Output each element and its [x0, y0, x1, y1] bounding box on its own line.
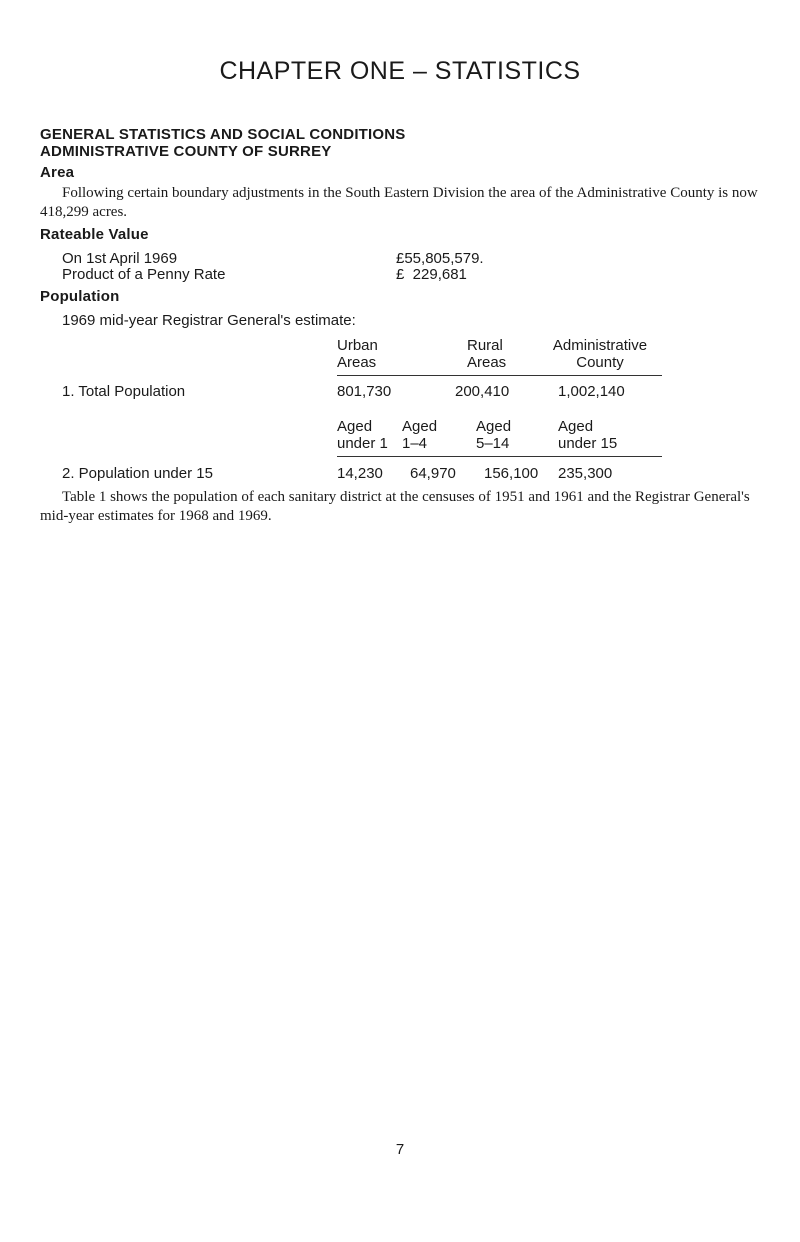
header-under1-line2: under 1	[337, 435, 388, 452]
under1-value: 14,230	[337, 465, 383, 482]
rateable-label-penny: Product of a Penny Rate	[62, 266, 226, 283]
header-urban-line2: Areas	[337, 354, 377, 371]
under15-value: 235,300	[558, 465, 613, 482]
section-heading-county: ADMINISTRATIVE COUNTY OF SURREY	[40, 143, 332, 160]
header-5-14-line2: 5–14	[476, 435, 510, 452]
header-5-14-line1: Aged	[476, 418, 512, 435]
header-1-4-line1: Aged	[402, 418, 438, 435]
total-rural-value: 200,410	[455, 383, 510, 400]
total-county-value: 1,002,140	[558, 383, 625, 400]
age-1-4-value: 64,970	[410, 465, 456, 482]
rateable-value-penny: £ 229,681	[396, 266, 467, 283]
header-rural-line2: Areas	[467, 354, 507, 371]
area-text: Following certain boundary adjustments in the South Eastern Division the area of the Administrative County is now 418,299 acres.	[40, 185, 758, 220]
rateable-label-april: On 1st April 1969	[62, 250, 178, 267]
header-under15-line2: under 15	[558, 435, 618, 452]
header-county-line2: County	[576, 354, 624, 371]
header-rural-line1: Rural	[467, 337, 503, 354]
population-intro: 1969 mid-year Registrar General's estimate:	[62, 312, 356, 329]
table-rule-middle	[337, 456, 662, 457]
total-urban-value: 801,730	[337, 383, 392, 400]
area-heading: Area	[40, 164, 75, 181]
header-under1-line1: Aged	[337, 418, 373, 435]
header-under15-line1: Aged	[558, 418, 594, 435]
chapter-title: CHAPTER ONE – STATISTICS	[219, 57, 581, 85]
population-heading: Population	[40, 288, 120, 305]
header-urban-line1: Urban	[337, 337, 378, 354]
age-5-14-value: 156,100	[484, 465, 539, 482]
population-under15-label: 2. Population under 15	[62, 465, 213, 482]
table-rule-top	[337, 375, 662, 376]
section-heading-general: GENERAL STATISTICS AND SOCIAL CONDITIONS	[40, 126, 406, 143]
page-number: 7	[395, 1141, 405, 1158]
header-county-line1: Administrative	[552, 337, 648, 354]
header-1-4-line2: 1–4	[402, 435, 428, 452]
rateable-value-april: £55,805,579.	[396, 250, 484, 267]
closing-paragraph: Table 1 shows the population of each sanitary district at the censuses of 1951 and 1961 and the Registrar General's mid-year estimates for 1968 and 1969.	[40, 489, 750, 524]
total-population-label: 1. Total Population	[62, 383, 186, 400]
rateable-value-heading: Rateable Value	[40, 226, 149, 243]
